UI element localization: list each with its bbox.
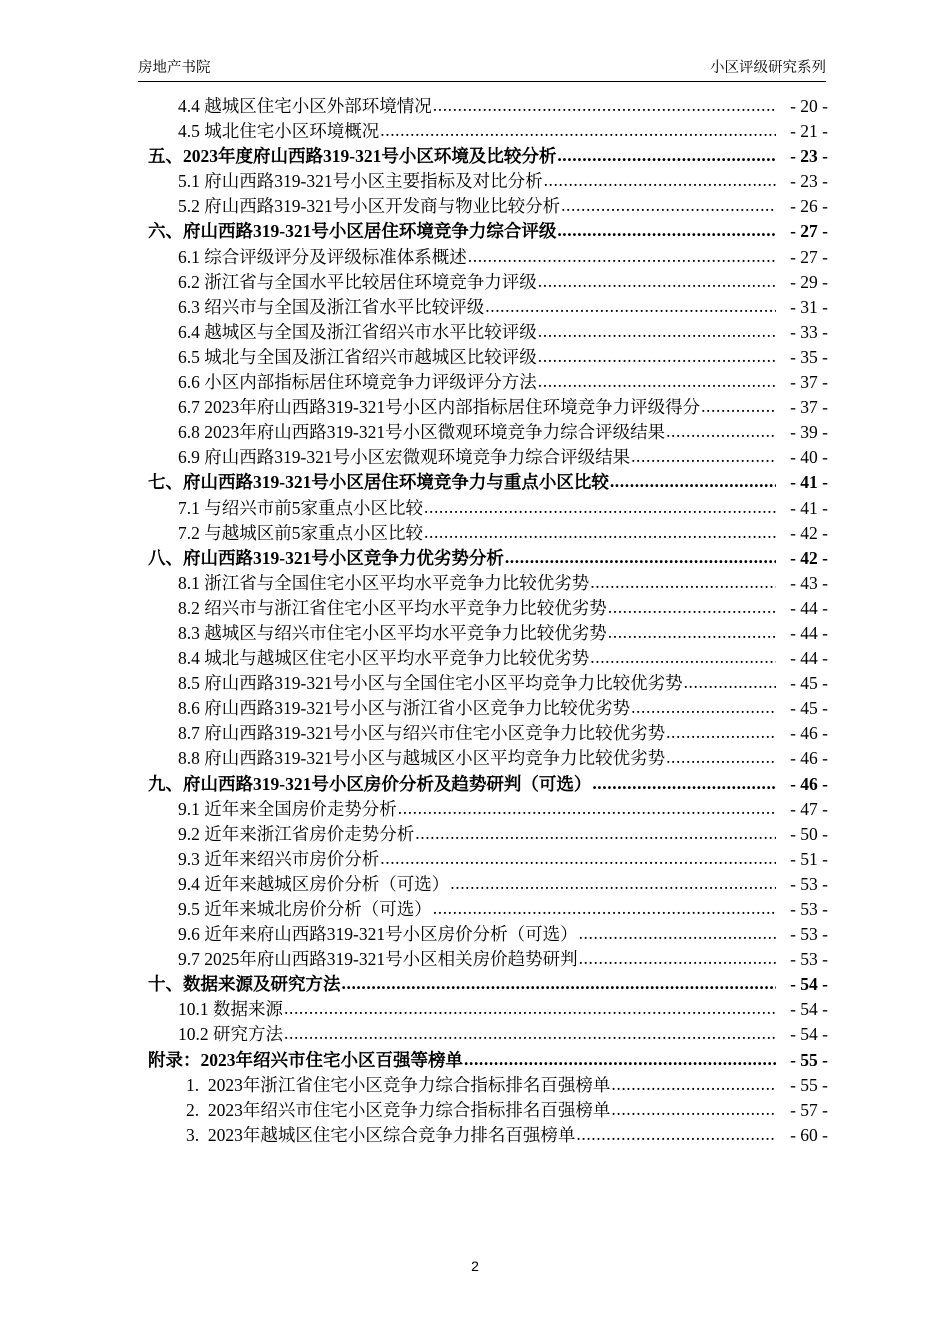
- toc-dot-leader: [424, 521, 776, 545]
- toc-entry-title: 城北与越城区住宅小区平均水平竞争力比较优劣势: [204, 648, 590, 669]
- toc-entry[interactable]: [138, 320, 828, 345]
- toc-entry-number: 6.6: [178, 372, 200, 393]
- toc-entry-page-number: - 50 -: [790, 823, 828, 844]
- toc-entry-page-number: - 33 -: [790, 321, 828, 342]
- toc-entry-page-number: - 53 -: [790, 899, 828, 919]
- toc-entry-title: 2023年府山西路319-321号小区内部指标居住环境竞争力评级得分: [204, 397, 701, 418]
- toc-entry-title: 府山西路319-321号小区与浙江省小区竞争力比较优劣势: [204, 698, 631, 719]
- toc-dot-leader: [590, 646, 776, 670]
- toc-entry-page-number: - 60 -: [790, 1124, 828, 1145]
- toc-entry-page-number: - 20 -: [790, 96, 828, 116]
- toc-dot-leader: [608, 596, 776, 620]
- toc-dot-leader: [592, 772, 776, 796]
- toc-entry-title: 2023年度府山西路319-321号小区环境及比较分析: [183, 146, 557, 167]
- toc-entry-title: 府山西路319-321号小区居住环境竞争力与重点小区比较: [183, 472, 609, 493]
- toc-entry-title: 浙江省与全国住宅小区平均水平竞争力比较优劣势: [204, 572, 590, 593]
- toc-dot-leader: [380, 847, 776, 871]
- toc-entry-title: 绍兴市与全国及浙江省水平比较评级: [204, 296, 485, 317]
- toc-entry-number: 6.2: [178, 271, 200, 292]
- toc-entry-number: 9.3: [178, 848, 200, 869]
- toc-entry[interactable]: [138, 144, 828, 169]
- toc-entry-number: 6.3: [178, 296, 200, 317]
- toc-entry[interactable]: [138, 997, 828, 1022]
- toc-entry-number: 10.1: [178, 999, 209, 1020]
- toc-entry-page-number: - 39 -: [790, 422, 828, 443]
- toc-entry-page-number: - 29 -: [790, 271, 828, 292]
- toc-entry-title: 近年来全国房价走势分析: [204, 798, 397, 819]
- toc-entry-page-number: - 55 -: [790, 1074, 828, 1095]
- toc-entry-title: 与越城区前5家重点小区比较: [204, 522, 423, 543]
- toc-entry[interactable]: [138, 1022, 828, 1047]
- toc-entry[interactable]: [138, 922, 828, 947]
- toc-entry[interactable]: [138, 972, 828, 997]
- toc-entry-number: 7.2: [178, 522, 200, 543]
- toc-dot-leader: [538, 370, 776, 394]
- header-left-text: 房地产书院: [138, 60, 211, 76]
- toc-entry-number: 4.4: [178, 96, 200, 116]
- toc-entry[interactable]: [138, 696, 828, 721]
- toc-dot-leader: [557, 144, 776, 168]
- toc-entry-title: 小区内部指标居住环境竞争力评级评分方法: [204, 372, 537, 393]
- toc-dot-leader: [424, 496, 776, 520]
- toc-entry-page-number: - 40 -: [790, 447, 828, 468]
- toc-entry-title: 数据来源: [213, 999, 283, 1020]
- toc-entry-title: 府山西路319-321号小区开发商与物业比较分析: [204, 196, 561, 217]
- toc-entry-title: 府山西路319-321号小区与全国住宅小区平均竞争力比较优劣势: [204, 673, 683, 694]
- toc-entry-title: 越城区住宅小区外部环境情况: [204, 96, 432, 116]
- toc-entry-page-number: - 53 -: [790, 873, 828, 894]
- toc-entry-number: 7.1: [178, 497, 200, 518]
- toc-entry-page-number: - 53 -: [790, 924, 828, 945]
- toc-entry[interactable]: [138, 947, 828, 972]
- toc-entry-title: 城北住宅小区环境概况: [204, 121, 380, 142]
- toc-entry-gap: [199, 1098, 208, 1123]
- toc-entry-number: 9.1: [178, 798, 200, 819]
- toc-entry-number: 6.8: [178, 422, 200, 443]
- toc-entry[interactable]: [138, 370, 828, 395]
- toc-entry-page-number: - 47 -: [790, 798, 828, 819]
- toc-entry-page-number: - 35 -: [790, 346, 828, 367]
- toc-entry-page-number: - 23 -: [790, 146, 828, 167]
- toc-entry-title: 2023年越城区住宅小区综合竞争力排名百强榜单: [207, 1124, 576, 1145]
- toc-entry[interactable]: [138, 270, 828, 295]
- toc-entry-title: 府山西路319-321号小区主要指标及对比分析: [204, 171, 543, 192]
- toc-entry-page-number: - 26 -: [790, 196, 828, 217]
- toc-entry-title: 近年来浙江省房价走势分析: [204, 823, 415, 844]
- toc-entry-page-number: - 45 -: [790, 698, 828, 719]
- toc-entry-number: 8.8: [178, 748, 200, 769]
- toc-entry-number: 6.9: [178, 447, 200, 468]
- toc-entry-page-number: - 43 -: [790, 572, 828, 593]
- toc-entry-page-number: - 54 -: [790, 999, 828, 1020]
- toc-entry-number: 8.7: [178, 723, 200, 744]
- toc-entry-number: 六、: [148, 221, 183, 242]
- toc-dot-leader: [544, 169, 776, 193]
- toc-entry-page-number: - 31 -: [790, 296, 828, 317]
- toc-dot-leader: [464, 1048, 776, 1072]
- toc-entry-page-number: - 42 -: [790, 522, 828, 543]
- toc-entry-number: 八、: [148, 547, 183, 568]
- toc-entry[interactable]: [138, 1123, 828, 1148]
- toc-entry-number: 8.6: [178, 698, 200, 719]
- toc-entry[interactable]: [138, 721, 828, 746]
- toc-dot-leader: [538, 270, 776, 294]
- toc-entry-title: 城北与全国及浙江省绍兴市越城区比较评级: [204, 346, 537, 367]
- toc-dot-leader: [579, 922, 776, 946]
- toc-entry-gap: [199, 1073, 208, 1098]
- toc-dot-leader: [538, 345, 776, 369]
- toc-entry[interactable]: [138, 496, 828, 521]
- toc-dot-leader: [284, 1022, 776, 1046]
- toc-dot-leader: [611, 1073, 776, 1097]
- toc-entry-number: 10.2: [178, 1024, 209, 1045]
- toc-dot-leader: [631, 445, 776, 469]
- toc-entry-title: 近年来府山西路319-321号小区房价分析（可选）: [204, 924, 578, 945]
- toc-dot-leader: [666, 746, 776, 770]
- toc-entry-number: 4.5: [178, 121, 200, 142]
- toc-entry[interactable]: [138, 420, 828, 445]
- toc-dot-leader: [611, 1098, 776, 1122]
- toc-entry-page-number: - 54 -: [790, 974, 828, 995]
- toc-dot-leader: [666, 420, 776, 444]
- toc-dot-leader: [610, 470, 776, 494]
- toc-dot-leader: [684, 671, 776, 695]
- toc-entry[interactable]: [138, 746, 828, 771]
- toc-entry[interactable]: [138, 1073, 828, 1098]
- toc-entry-number: 2.: [186, 1099, 200, 1120]
- toc-entry-number: 9.2: [178, 823, 200, 844]
- toc-entry-number: 8.2: [178, 597, 200, 618]
- toc-dot-leader: [342, 972, 777, 996]
- toc-entry-number: 8.3: [178, 622, 200, 643]
- toc-entry[interactable]: [138, 295, 828, 320]
- toc-entry-page-number: - 55 -: [790, 1049, 828, 1070]
- toc-dot-leader: [380, 119, 776, 143]
- toc-dot-leader: [561, 194, 776, 218]
- toc-entry-number: 5.2: [178, 196, 200, 217]
- toc-dot-leader: [557, 219, 776, 243]
- toc-entry-page-number: - 27 -: [790, 221, 828, 242]
- toc-dot-leader: [468, 245, 776, 269]
- toc-entry[interactable]: [138, 219, 828, 244]
- toc-entry-title: 越城区与绍兴市住宅小区平均水平竞争力比较优劣势: [204, 622, 607, 643]
- toc-entry-number: 9.4: [178, 873, 200, 894]
- toc-entry-page-number: - 44 -: [790, 597, 828, 618]
- toc-entry-page-number: - 46 -: [790, 723, 828, 744]
- toc-entry-page-number: - 54 -: [790, 1024, 828, 1045]
- toc-entry-title: 2025年府山西路319-321号小区相关房价趋势研判: [204, 949, 578, 970]
- toc-entry[interactable]: [138, 822, 828, 847]
- toc-entry[interactable]: [138, 470, 828, 495]
- toc-entry-number: 9.6: [178, 924, 200, 945]
- toc-entry[interactable]: [138, 772, 828, 797]
- toc-entry-title: 府山西路319-321号小区房价分析及趋势研判（可选）: [183, 773, 592, 794]
- toc-entry-title: 府山西路319-321号小区居住环境竞争力综合评级: [183, 221, 557, 242]
- toc-dot-leader: [701, 395, 776, 419]
- toc-entry-title: 2023年绍兴市住宅小区竞争力综合指标排名百强榜单: [207, 1099, 611, 1120]
- toc-entry[interactable]: [138, 621, 828, 646]
- toc-entry-number: 9.5: [178, 899, 200, 919]
- toc-entry-title: 近年来越城区房价分析（可选）: [204, 873, 450, 894]
- toc-dot-leader: [579, 947, 776, 971]
- toc-entry-title: 府山西路319-321号小区与越城区小区平均竞争力比较优劣势: [204, 748, 666, 769]
- toc-entry[interactable]: [138, 521, 828, 546]
- toc-entry[interactable]: [138, 345, 828, 370]
- toc-entry-title: 与绍兴市前5家重点小区比较: [204, 497, 423, 518]
- toc-entry[interactable]: [138, 596, 828, 621]
- toc-entry-page-number: - 37 -: [790, 397, 828, 418]
- toc-entry[interactable]: [138, 169, 828, 194]
- toc-dot-leader: [433, 94, 776, 118]
- toc-entry-number: 6.1: [178, 246, 200, 267]
- toc-entry-title: 府山西路319-321号小区与绍兴市住宅小区竞争力比较优劣势: [204, 723, 666, 744]
- toc-entry-title: 综合评级评分及评级标准体系概述: [204, 246, 467, 267]
- toc-entry-number: 6.5: [178, 346, 200, 367]
- toc-entry[interactable]: [138, 119, 828, 144]
- toc-entry[interactable]: [138, 445, 828, 470]
- toc-entry-title: 数据来源及研究方法: [183, 974, 341, 995]
- toc-dot-leader: [450, 872, 776, 896]
- footer-page-number: 2: [471, 1258, 479, 1274]
- toc-entry-number: 9.7: [178, 949, 200, 970]
- toc-entry-page-number: - 41 -: [790, 472, 828, 493]
- toc-entry[interactable]: [138, 646, 828, 671]
- toc-entry-page-number: - 53 -: [790, 949, 828, 970]
- toc-entry-title: 府山西路319-321号小区竞争力优劣势分析: [183, 547, 504, 568]
- toc-dot-leader: [608, 621, 776, 645]
- toc-dot-leader: [398, 797, 776, 821]
- toc-entry-number: 8.4: [178, 648, 200, 669]
- toc-entry[interactable]: [138, 94, 828, 119]
- toc-entry[interactable]: [138, 797, 828, 822]
- toc-entry-page-number: - 37 -: [790, 372, 828, 393]
- toc-entry-number: 3.: [186, 1124, 200, 1145]
- toc-entry-title: 近年来城北房价分析（可选）: [204, 899, 432, 919]
- toc-entry-gap: [199, 1123, 208, 1148]
- toc-entry-page-number: - 46 -: [790, 748, 828, 769]
- table-of-contents: [138, 94, 828, 1148]
- toc-entry-page-number: - 21 -: [790, 121, 828, 142]
- toc-entry-page-number: - 51 -: [790, 848, 828, 869]
- toc-entry-number: 5.1: [178, 171, 200, 192]
- toc-entry-title: 2023年绍兴市住宅小区百强等榜单: [200, 1049, 463, 1070]
- toc-entry-title: 府山西路319-321号小区宏微观环境竞争力综合评级结果: [204, 447, 631, 468]
- toc-entry-page-number: - 27 -: [790, 246, 828, 267]
- toc-entry-title: 越城区与全国及浙江省绍兴市水平比较评级: [204, 321, 537, 342]
- toc-entry-number: 九、: [148, 773, 183, 794]
- toc-dot-leader: [415, 822, 776, 846]
- toc-dot-leader: [576, 1123, 776, 1147]
- toc-entry[interactable]: [138, 194, 828, 219]
- toc-entry-title: 2023年浙江省住宅小区竞争力综合指标排名百强榜单: [207, 1074, 611, 1095]
- toc-entry-title: 研究方法: [213, 1024, 283, 1045]
- toc-dot-leader: [505, 546, 776, 570]
- toc-entry-page-number: - 46 -: [790, 773, 828, 794]
- toc-entry-number: 1.: [186, 1074, 200, 1095]
- toc-entry-number: 8.5: [178, 673, 200, 694]
- toc-entry-page-number: - 44 -: [790, 622, 828, 643]
- toc-dot-leader: [433, 897, 776, 921]
- toc-entry[interactable]: [138, 546, 828, 571]
- running-header: [138, 58, 826, 82]
- toc-entry-page-number: - 44 -: [790, 648, 828, 669]
- toc-dot-leader: [631, 696, 776, 720]
- toc-dot-leader: [538, 320, 776, 344]
- toc-dot-leader: [590, 571, 776, 595]
- toc-entry-page-number: - 23 -: [790, 171, 828, 192]
- toc-dot-leader: [485, 295, 776, 319]
- toc-entry-page-number: - 57 -: [790, 1099, 828, 1120]
- toc-entry[interactable]: [138, 847, 828, 872]
- toc-entry[interactable]: [138, 245, 828, 270]
- toc-entry-title: 近年来绍兴市房价分析: [204, 848, 380, 869]
- header-right-text: 小区评级研究系列: [710, 60, 826, 76]
- toc-entry-page-number: - 41 -: [790, 497, 828, 518]
- toc-entry[interactable]: [138, 872, 828, 897]
- toc-entry[interactable]: [138, 1048, 828, 1073]
- toc-entry[interactable]: [138, 897, 828, 922]
- toc-entry-number: 附录：: [148, 1049, 201, 1070]
- toc-entry-number: 七、: [148, 472, 183, 493]
- toc-entry-page-number: - 42 -: [790, 547, 828, 568]
- toc-entry-number: 五、: [148, 146, 183, 167]
- toc-entry-number: 6.4: [178, 321, 200, 342]
- toc-entry-number: 8.1: [178, 572, 200, 593]
- toc-entry-title: 2023年府山西路319-321号小区微观环境竞争力综合评级结果: [204, 422, 666, 443]
- toc-entry-number: 十、: [148, 974, 183, 995]
- toc-entry[interactable]: [138, 571, 828, 596]
- toc-entry[interactable]: [138, 1098, 828, 1123]
- toc-dot-leader: [284, 997, 776, 1021]
- toc-entry-title: 绍兴市与浙江省住宅小区平均水平竞争力比较优劣势: [204, 597, 607, 618]
- toc-entry-page-number: - 45 -: [790, 673, 828, 694]
- toc-dot-leader: [666, 721, 776, 745]
- toc-entry-number: 6.7: [178, 397, 200, 418]
- toc-entry[interactable]: [138, 395, 828, 420]
- toc-entry-title: 浙江省与全国水平比较居住环境竞争力评级: [204, 271, 537, 292]
- toc-entry[interactable]: [138, 671, 828, 696]
